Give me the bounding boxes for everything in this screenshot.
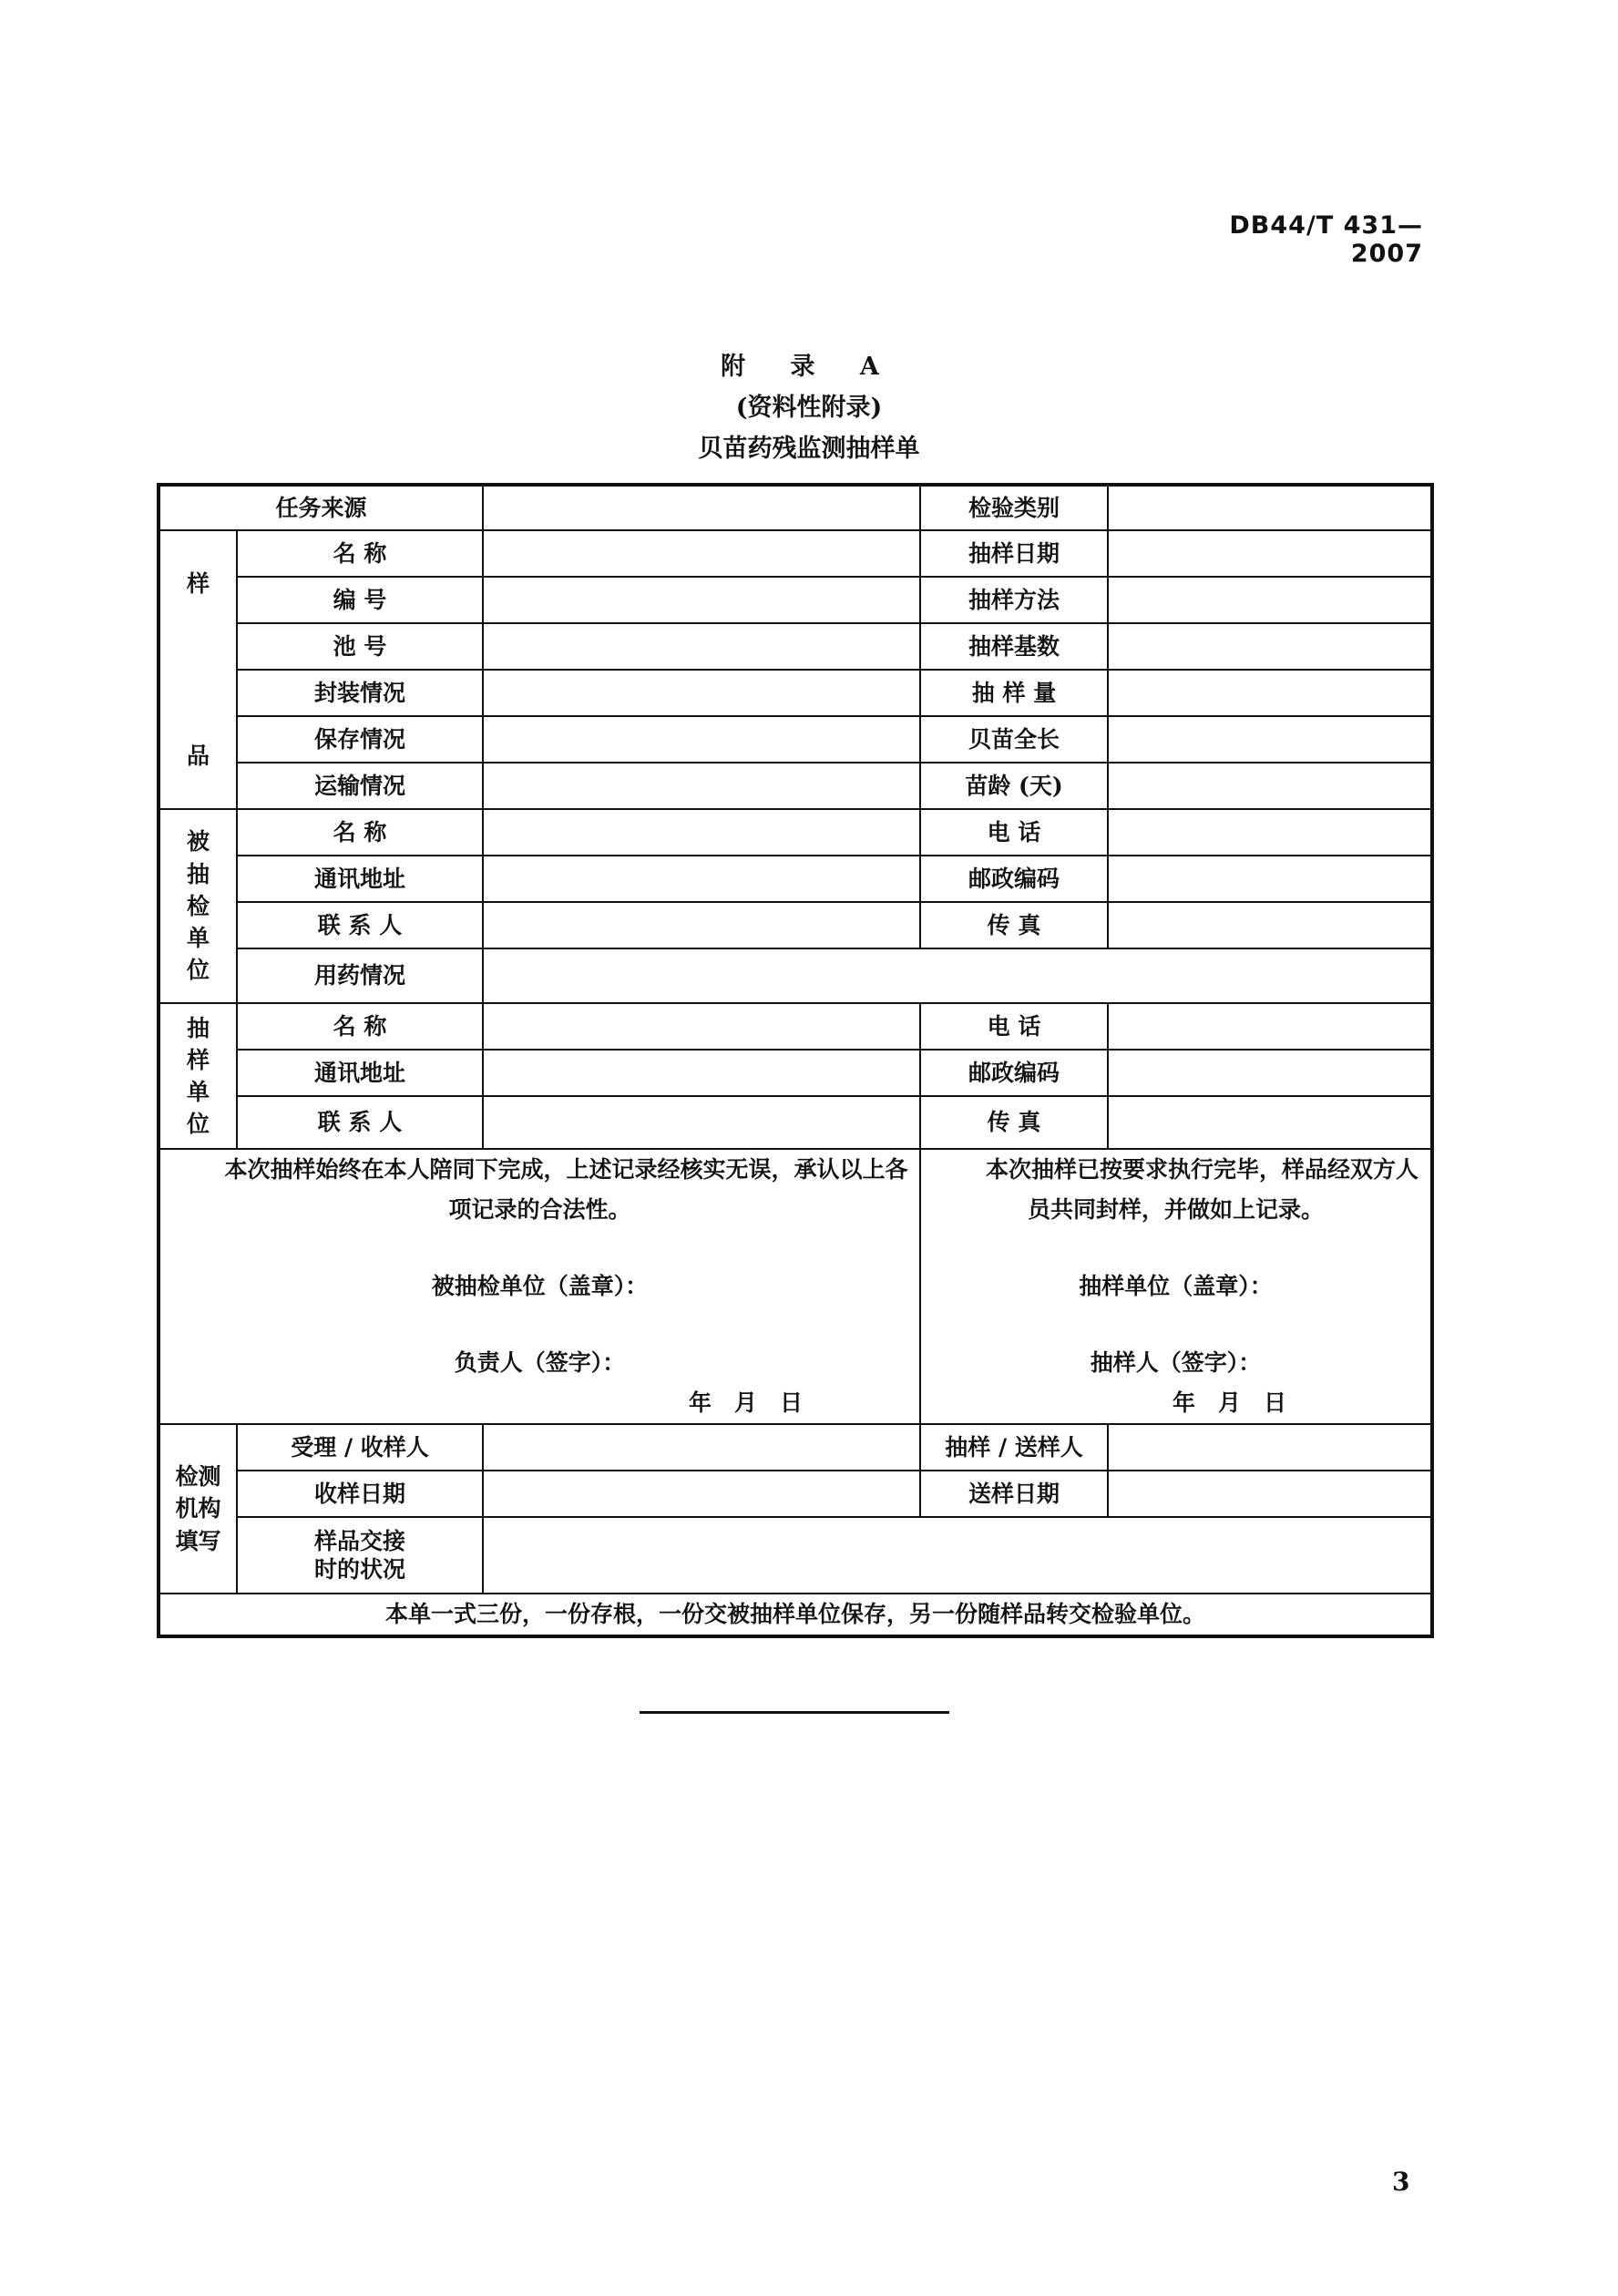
declaration-sampler [920, 1149, 1432, 1424]
label-task-source: 任务来源 [159, 485, 483, 530]
label-handover-condition [237, 1517, 483, 1594]
label-transport: 运输情况 [237, 763, 483, 809]
label-sampler-address: 通讯地址 [237, 1050, 483, 1096]
label-sample-code: 编 号 [237, 577, 483, 623]
label-inspected-name: 名 称 [237, 809, 483, 856]
group-char: 抽 [186, 1014, 210, 1041]
field-inspected-fax[interactable] [1108, 902, 1432, 948]
field-sampling-amount[interactable] [1108, 670, 1432, 716]
group-inspected-unit [159, 809, 237, 1003]
label-inspected-fax: 传 真 [920, 902, 1108, 948]
row-task-source [159, 485, 1432, 530]
field-sampler-postcode[interactable] [1108, 1050, 1432, 1096]
field-inspected-name[interactable] [483, 809, 920, 856]
declaration-inspected [159, 1149, 920, 1424]
field-storage[interactable] [483, 716, 920, 763]
group-sample-bottom: 品 [186, 743, 210, 769]
group-char: 单 [186, 925, 210, 952]
label-inspected-postcode: 邮政编码 [920, 856, 1108, 902]
group-sample [159, 530, 237, 809]
label-send-date: 送样日期 [920, 1471, 1108, 1517]
field-inspected-phone[interactable] [1108, 809, 1432, 856]
field-inspection-type[interactable] [1108, 485, 1432, 530]
page-number: 3 [1392, 2167, 1410, 2197]
label-packaging: 封装情况 [237, 670, 483, 716]
label-inspected-address: 通讯地址 [237, 856, 483, 902]
group-char: 位 [186, 957, 210, 984]
handover-line-2: 时的状况 [314, 1556, 406, 1583]
field-sampler-phone[interactable] [1108, 1003, 1432, 1050]
standard-number: DB44/T 431—2007 [1229, 211, 1423, 268]
label-inspection-type: 检验类别 [920, 485, 1108, 530]
group-char: 抽 [186, 860, 210, 887]
label-inspected-phone: 电 话 [920, 809, 1108, 856]
declaration-sampler-date: 年 月 日 [1173, 1389, 1287, 1416]
field-sampler-name[interactable] [483, 1003, 920, 1050]
field-pond-number[interactable] [483, 623, 920, 670]
field-sampling-base[interactable] [1108, 623, 1432, 670]
declaration-inspected-sign: 负责人（签字）： [454, 1349, 626, 1376]
label-sampler-fax: 传 真 [920, 1096, 1108, 1149]
group-char: 位 [186, 1111, 210, 1138]
field-sampling-method[interactable] [1108, 577, 1432, 623]
form-title: 贝苗药残监测抽样单 [698, 435, 920, 463]
label-sampling-method: 抽样方法 [920, 577, 1108, 623]
group-char: 机构 [175, 1495, 221, 1522]
field-receiver[interactable] [483, 1424, 920, 1471]
field-sampling-date[interactable] [1108, 530, 1432, 577]
declaration-sampler-seal: 抽样单位（盖章）： [1079, 1273, 1273, 1299]
sampling-form-table [157, 483, 1434, 1638]
group-lab [159, 1424, 237, 1594]
label-pond-number: 池 号 [237, 623, 483, 670]
label-sampler-phone: 电 话 [920, 1003, 1108, 1050]
label-sampling-base: 抽样基数 [920, 623, 1108, 670]
group-char: 被 [186, 828, 210, 856]
label-receiver: 受理 / 收样人 [237, 1424, 483, 1471]
group-char: 样 [186, 1046, 210, 1073]
field-sampler-fax[interactable] [1108, 1096, 1432, 1149]
label-receive-date: 收样日期 [237, 1471, 483, 1517]
field-shell-length[interactable] [1108, 716, 1432, 763]
label-inspected-contact: 联 系 人 [237, 902, 483, 948]
form-footnote: 本单一式三份，一份存根，一份交被抽样单位保存，另一份随样品转交检验单位。 [159, 1594, 1432, 1636]
end-rule [640, 1711, 949, 1714]
field-seed-age[interactable] [1108, 763, 1432, 809]
label-storage: 保存情况 [237, 716, 483, 763]
declaration-inspected-seal: 被抽检单位（盖章）： [431, 1273, 649, 1299]
field-send-date[interactable] [1108, 1471, 1432, 1517]
label-seed-age: 苗龄 (天) [920, 763, 1108, 809]
field-packaging[interactable] [483, 670, 920, 716]
label-drug-use: 用药情况 [237, 948, 483, 1003]
group-char: 填写 [175, 1527, 221, 1554]
label-sample-name: 名 称 [237, 530, 483, 577]
appendix-title: 附 录 A [721, 353, 897, 381]
label-sampler-postcode: 邮政编码 [920, 1050, 1108, 1096]
appendix-type: (资料性附录) [735, 394, 883, 422]
field-inspected-postcode[interactable] [1108, 856, 1432, 902]
label-sender: 抽样 / 送样人 [920, 1424, 1108, 1471]
field-inspected-address[interactable] [483, 856, 920, 902]
field-inspected-contact[interactable] [483, 902, 920, 948]
field-transport[interactable] [483, 763, 920, 809]
declaration-inspected-text: 本次抽样始终在本人陪同下完成，上述记录经核实无误，承认以上各项记录的合法性。 [224, 1156, 908, 1223]
field-sampler-address[interactable] [483, 1050, 920, 1096]
label-sampling-date: 抽样日期 [920, 530, 1108, 577]
field-sender[interactable] [1108, 1424, 1432, 1471]
field-sample-name[interactable] [483, 530, 920, 577]
field-handover-condition[interactable] [483, 1517, 1432, 1594]
declaration-sampler-text: 本次抽样已按要求执行完毕，样品经双方人员共同封样，并做如上记录。 [986, 1156, 1419, 1223]
label-sampler-contact: 联 系 人 [237, 1096, 483, 1149]
handover-line-1: 样品交接 [314, 1527, 406, 1554]
declaration-sampler-sign: 抽样人（签字）： [1090, 1349, 1262, 1376]
field-task-source[interactable] [483, 485, 920, 530]
label-sampler-name: 名 称 [237, 1003, 483, 1050]
label-shell-length: 贝苗全长 [920, 716, 1108, 763]
group-sampling-unit [159, 1003, 237, 1149]
group-sample-top: 样 [186, 569, 210, 597]
group-char: 单 [186, 1079, 210, 1105]
field-receive-date[interactable] [483, 1471, 920, 1517]
field-drug-use[interactable] [483, 948, 1432, 1003]
field-sampler-contact[interactable] [483, 1096, 920, 1149]
label-sampling-amount: 抽 样 量 [920, 670, 1108, 716]
field-sample-code[interactable] [483, 577, 920, 623]
group-char: 检 [186, 892, 210, 919]
group-char: 检测 [175, 1463, 221, 1491]
declaration-inspected-date: 年 月 日 [689, 1389, 804, 1416]
